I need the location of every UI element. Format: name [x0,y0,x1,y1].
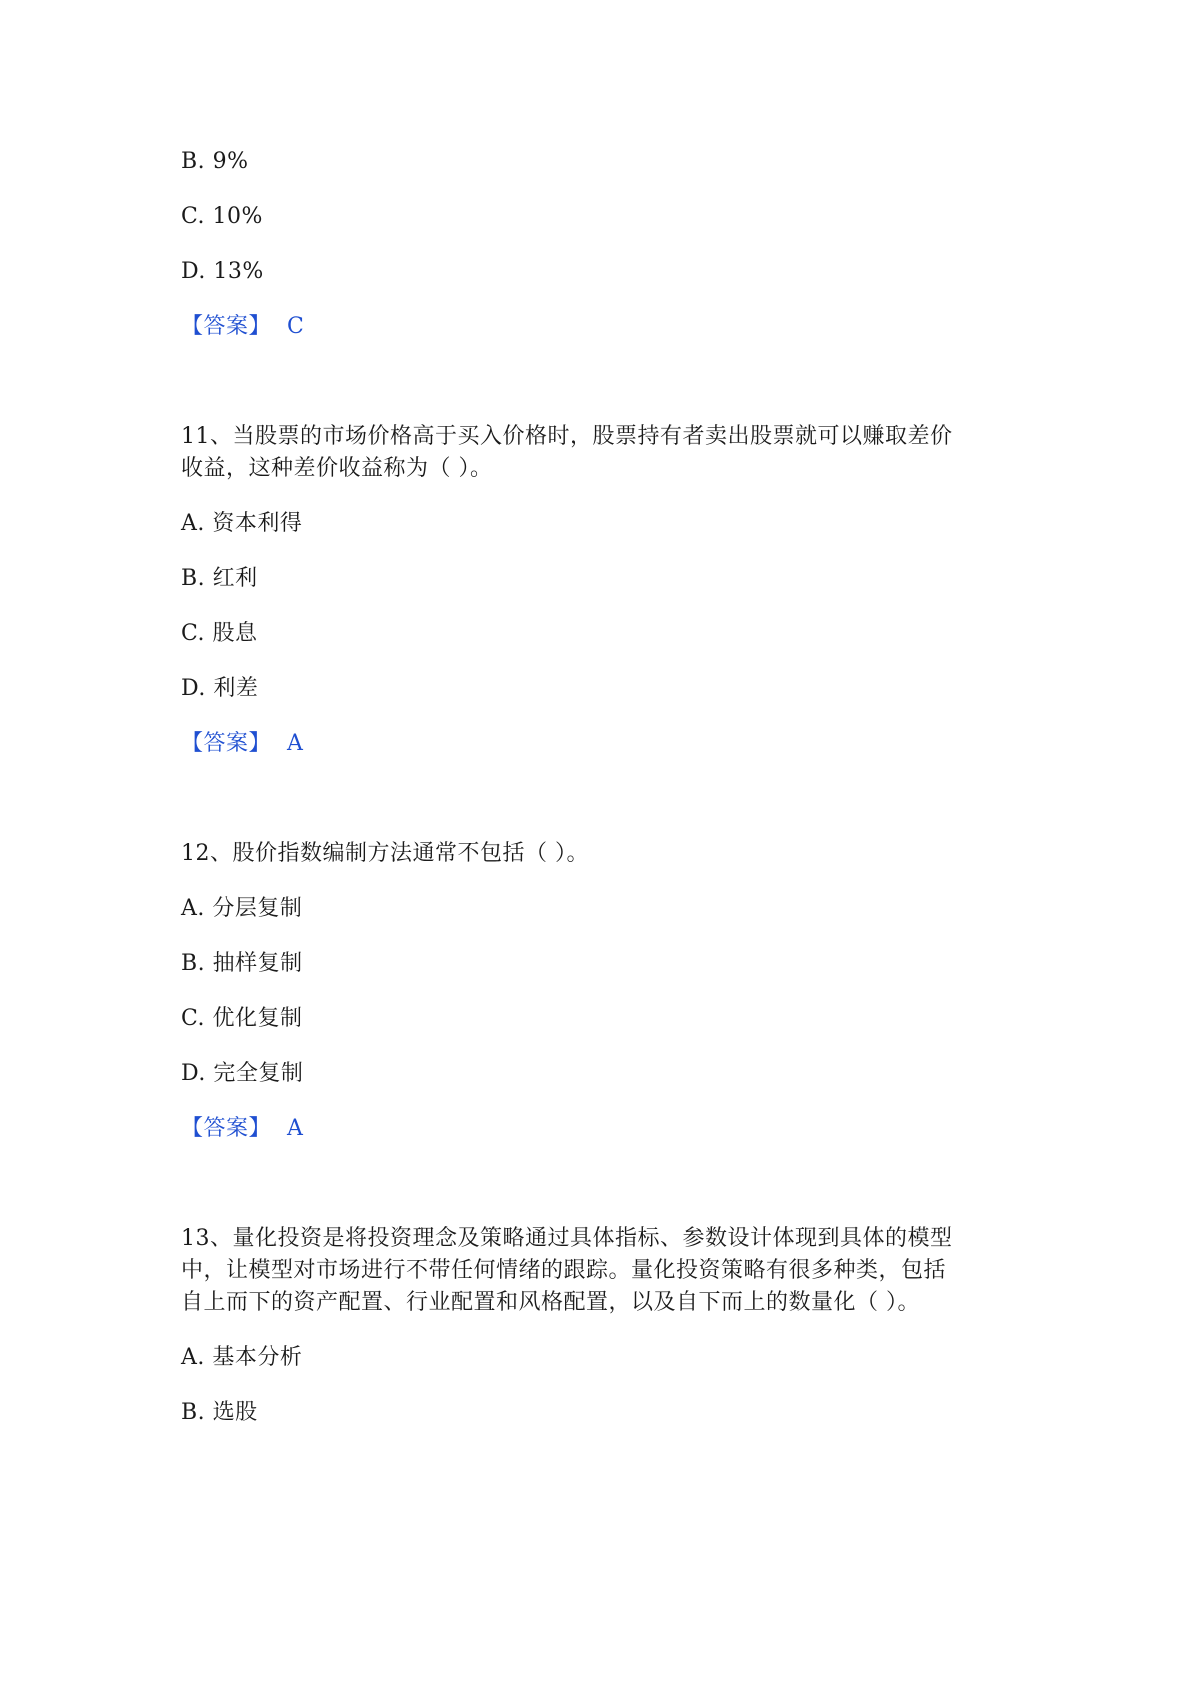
answer-label: 【答案】 [181,731,272,756]
option-c: C. 优化复制 [181,1006,303,1031]
option-b: B. 抽样复制 [181,951,303,976]
question-stem-line: 中，让模型对市场进行不带任何情绪的跟踪。量化投资策略有很多种类，包括 [181,1258,947,1283]
answer-value: A [287,1116,304,1141]
answer-row [181,1113,303,1145]
option-d: D. 13% [181,259,264,284]
question-stem-line: 自上而下的资产配置、行业配置和风格配置，以及自下而上的数量化（ ）。 [181,1290,920,1315]
option-c: C. 股息 [181,621,258,646]
question-stem-line: 11、当股票的市场价格高于买入价格时，股票持有者卖出股票就可以赚取差价 [181,424,953,449]
answer-value: A [287,731,304,756]
question-stem-line: 12、股价指数编制方法通常不包括（ ）。 [181,841,589,866]
option-d: D. 利差 [181,676,259,701]
option-b: B. 红利 [181,566,258,591]
answer-row [181,311,304,343]
option-a: A. 资本利得 [181,511,303,536]
question-stem-line: 13、量化投资是将投资理念及策略通过具体指标、参数设计体现到具体的模型 [181,1226,953,1251]
option-d: D. 完全复制 [181,1061,304,1086]
answer-row [181,728,303,760]
answer-label: 【答案】 [181,1116,272,1141]
answer-label: 【答案】 [181,314,272,339]
option-b: B. 9% [181,149,249,174]
option-a: A. 分层复制 [181,896,303,921]
option-a: A. 基本分析 [181,1345,303,1370]
question-stem-line: 收益，这种差价收益称为（ ）。 [181,456,493,481]
option-c: C. 10% [181,204,263,229]
option-b: B. 选股 [181,1400,258,1425]
answer-value: C [287,314,305,339]
